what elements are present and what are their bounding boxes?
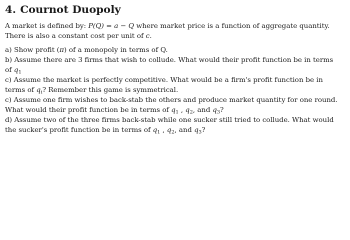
question-text: What would their profit function be in terms of — [5, 106, 172, 114]
question-text: d) Assume two of the three firms back-stab while one sucker still tried to collude. What would — [5, 116, 334, 124]
profit-symbol: π — [59, 46, 65, 54]
subscript: 1 — [175, 109, 179, 116]
quantity-variable: q — [166, 126, 172, 134]
question-c-line-1 — [5, 75, 347, 85]
question-text: ) of a monopoly in terms of Q. — [64, 46, 168, 54]
quantity-variable: q — [13, 66, 19, 74]
subscript: 2 — [171, 129, 175, 136]
question-text: a) Show profit ( — [5, 46, 60, 54]
question-d-line-2 — [5, 125, 347, 135]
subscript: 1 — [18, 69, 22, 76]
subscript: 2 — [189, 109, 193, 116]
section-heading — [5, 3, 347, 17]
quantity-variable: q — [152, 126, 158, 134]
intro-text: A market is defined by: — [5, 22, 89, 30]
section-title: Cournot Duopoly — [20, 4, 121, 16]
question-mark: ? — [220, 106, 224, 114]
question-a — [5, 45, 347, 55]
subscript: 3 — [198, 129, 202, 136]
subscript: 3 — [216, 109, 221, 116]
cost-variable: c — [145, 32, 150, 40]
question-text: terms of — [5, 86, 37, 94]
question-text: b) Assume there are 3 firms that wish to collude. What would their profit function be in terms — [5, 56, 334, 64]
question-text: c) Assume the market is perfectly competitive. What would be a firm's profit function be in — [5, 76, 323, 84]
intro-line-2 — [5, 31, 347, 41]
question-text: c) Assume one firm wishes to back-stab the others and produce market quantity for one round. — [5, 96, 338, 104]
intro-text: . — [149, 32, 152, 40]
question-c2-line-1 — [5, 95, 347, 105]
quantity-variable: q — [185, 106, 190, 114]
intro-text: where market price is a function of aggregate quantity. — [134, 22, 330, 30]
separator: , and — [174, 126, 195, 134]
question-c2-line-2 — [5, 105, 347, 115]
question-b-line-1 — [5, 55, 347, 65]
document-page — [5, 3, 347, 135]
quantity-variable: q — [212, 106, 217, 114]
intro-line-1 — [5, 21, 347, 31]
section-number: 4. — [5, 4, 17, 16]
subscript: i — [40, 89, 43, 96]
question-mark: ? — [201, 126, 206, 134]
intro-text: There is also a constant cost per unit of — [5, 32, 146, 40]
subscript: 1 — [157, 129, 161, 136]
quantity-variable: q — [194, 126, 199, 134]
question-text: ? Remember this game is symmetrical. — [42, 86, 179, 94]
question-d-line-1 — [5, 115, 347, 125]
question-c-line-2 — [5, 85, 347, 95]
quantity-variable: q — [36, 86, 41, 94]
question-text: of — [5, 66, 14, 74]
quantity-variable: q — [171, 106, 176, 114]
separator: , — [160, 126, 167, 134]
separator: , — [178, 106, 186, 114]
separator: , and — [192, 106, 213, 114]
demand-equation: P(Q) = a − Q — [88, 22, 134, 30]
question-text: the sucker's profit function be in terms of — [5, 126, 153, 134]
question-b-line-2 — [5, 65, 347, 75]
